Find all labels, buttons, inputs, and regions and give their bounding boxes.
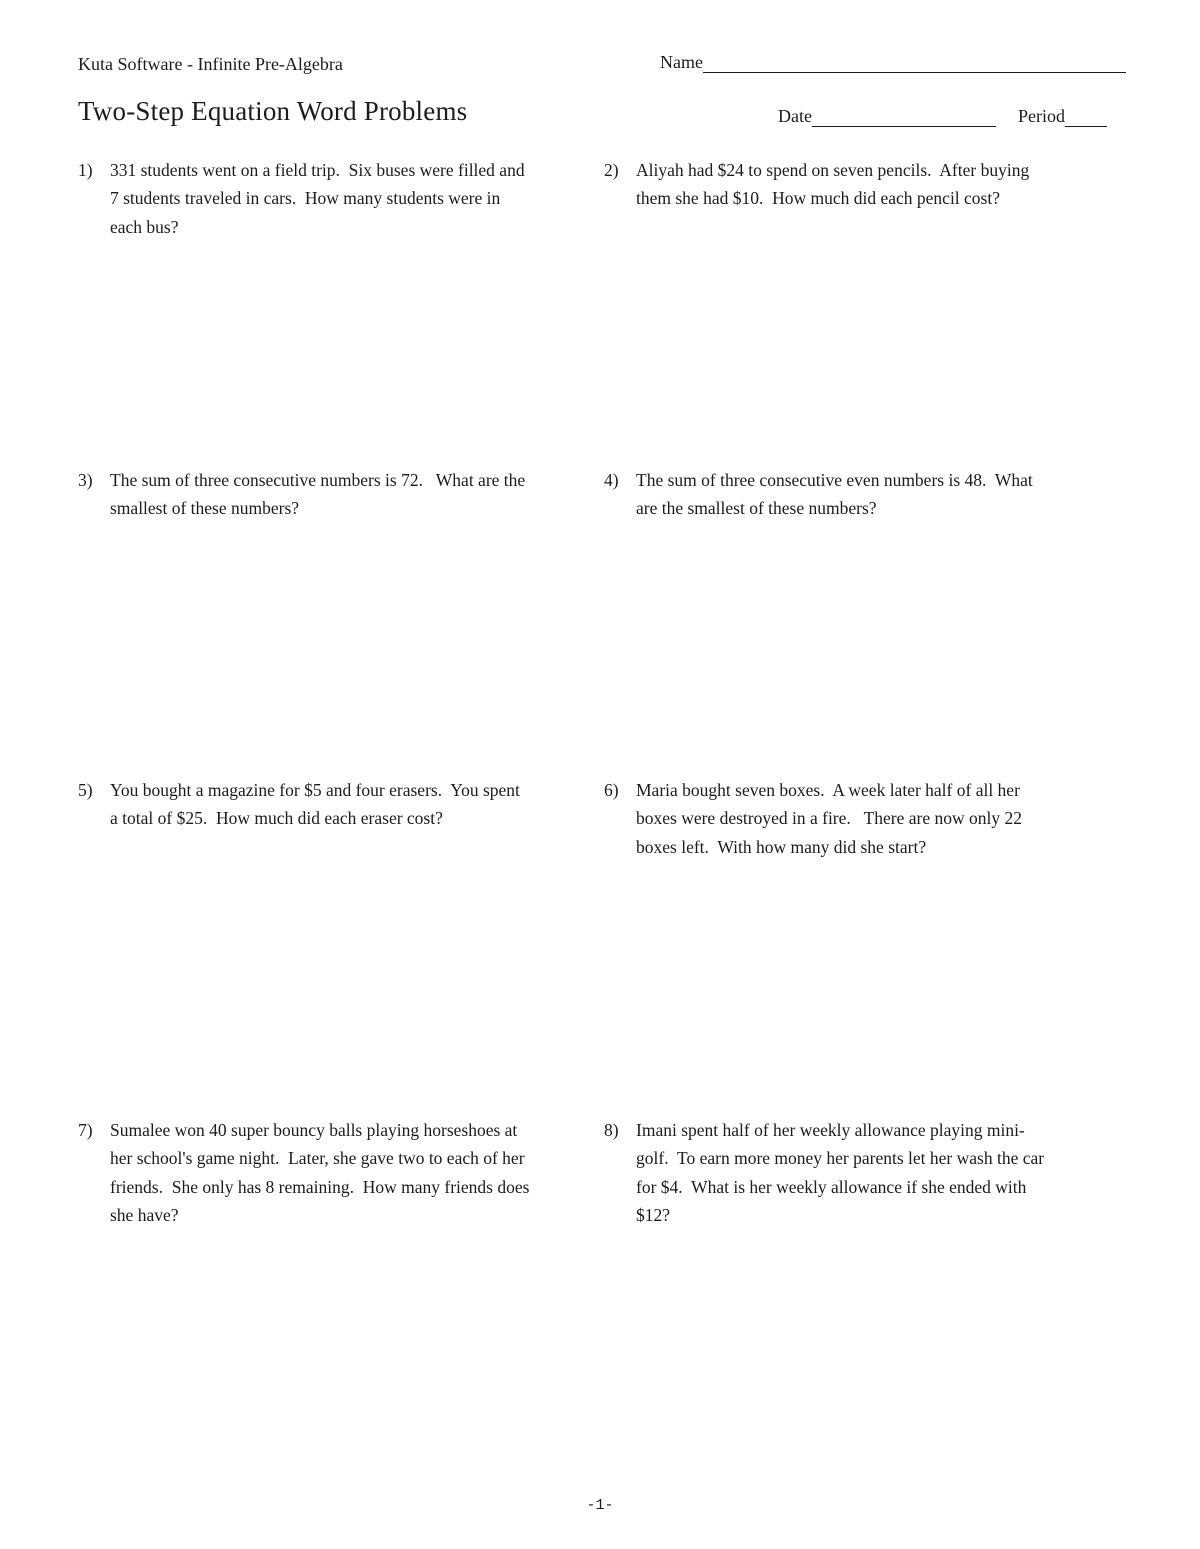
problem-4 xyxy=(604,466,1056,523)
page-title: Two-Step Equation Word Problems xyxy=(78,96,468,126)
problem-number: 1) xyxy=(78,160,93,180)
problem-text: 331 students went on a field trip. Six buses were filled and 7 students traveled in cars. How many students were in each bus? xyxy=(110,160,529,237)
date-period-row xyxy=(778,106,1127,127)
problem-2 xyxy=(604,156,1056,213)
brand-text: Kuta Software - Infinite Pre-Algebra xyxy=(78,54,343,74)
problem-number: 6) xyxy=(604,780,619,800)
problem-text: Aliyah had $24 to spend on seven pencils. After buying them she had $10. How much did each pencil cost? xyxy=(636,160,1034,209)
problem-number: 4) xyxy=(604,470,619,490)
problem-text: Maria bought seven boxes. A week later half of all her boxes were destroyed in a fire. There are now only 22 boxes left. With how many did she start? xyxy=(636,780,1027,857)
period-label: Period xyxy=(1017,106,1065,126)
period-blank-line xyxy=(1065,106,1107,127)
problem-text: Sumalee won 40 super bouncy balls playing horseshoes at her school's game night. Later, she gave two to each of her friends. She only has 8 remaining. How many friends does she have? xyxy=(110,1120,534,1226)
problem-text: Imani spent half of her weekly allowance playing mini-golf. To earn more money her parents let her wash the car for $4. What is her weekly allowance if she ended with $12? xyxy=(636,1120,1049,1226)
date-label: Date xyxy=(778,106,812,126)
problem-number: 3) xyxy=(78,470,93,490)
problem-text: You bought a magazine for $5 and four erasers. You spent a total of $25. How much did each eraser cost? xyxy=(110,780,525,829)
name-field-row xyxy=(660,52,1126,73)
problem-5 xyxy=(78,776,530,833)
problem-number: 5) xyxy=(78,780,93,800)
problem-6 xyxy=(604,776,1056,861)
name-label: Name xyxy=(660,52,703,72)
problem-1 xyxy=(78,156,530,241)
problem-number: 8) xyxy=(604,1120,619,1140)
problem-number: 2) xyxy=(604,160,619,180)
problem-7 xyxy=(78,1116,534,1229)
problem-text: The sum of three consecutive numbers is 72. What are the smallest of these numbers? xyxy=(110,470,530,519)
date-blank-line xyxy=(812,106,996,127)
problem-number: 7) xyxy=(78,1120,93,1140)
problem-3 xyxy=(78,466,530,523)
name-blank-line xyxy=(703,52,1126,73)
page-number: -1- xyxy=(586,1497,614,1514)
problem-text: The sum of three consecutive even numbers is 48. What are the smallest of these numbers? xyxy=(636,470,1038,519)
problem-8 xyxy=(604,1116,1056,1229)
